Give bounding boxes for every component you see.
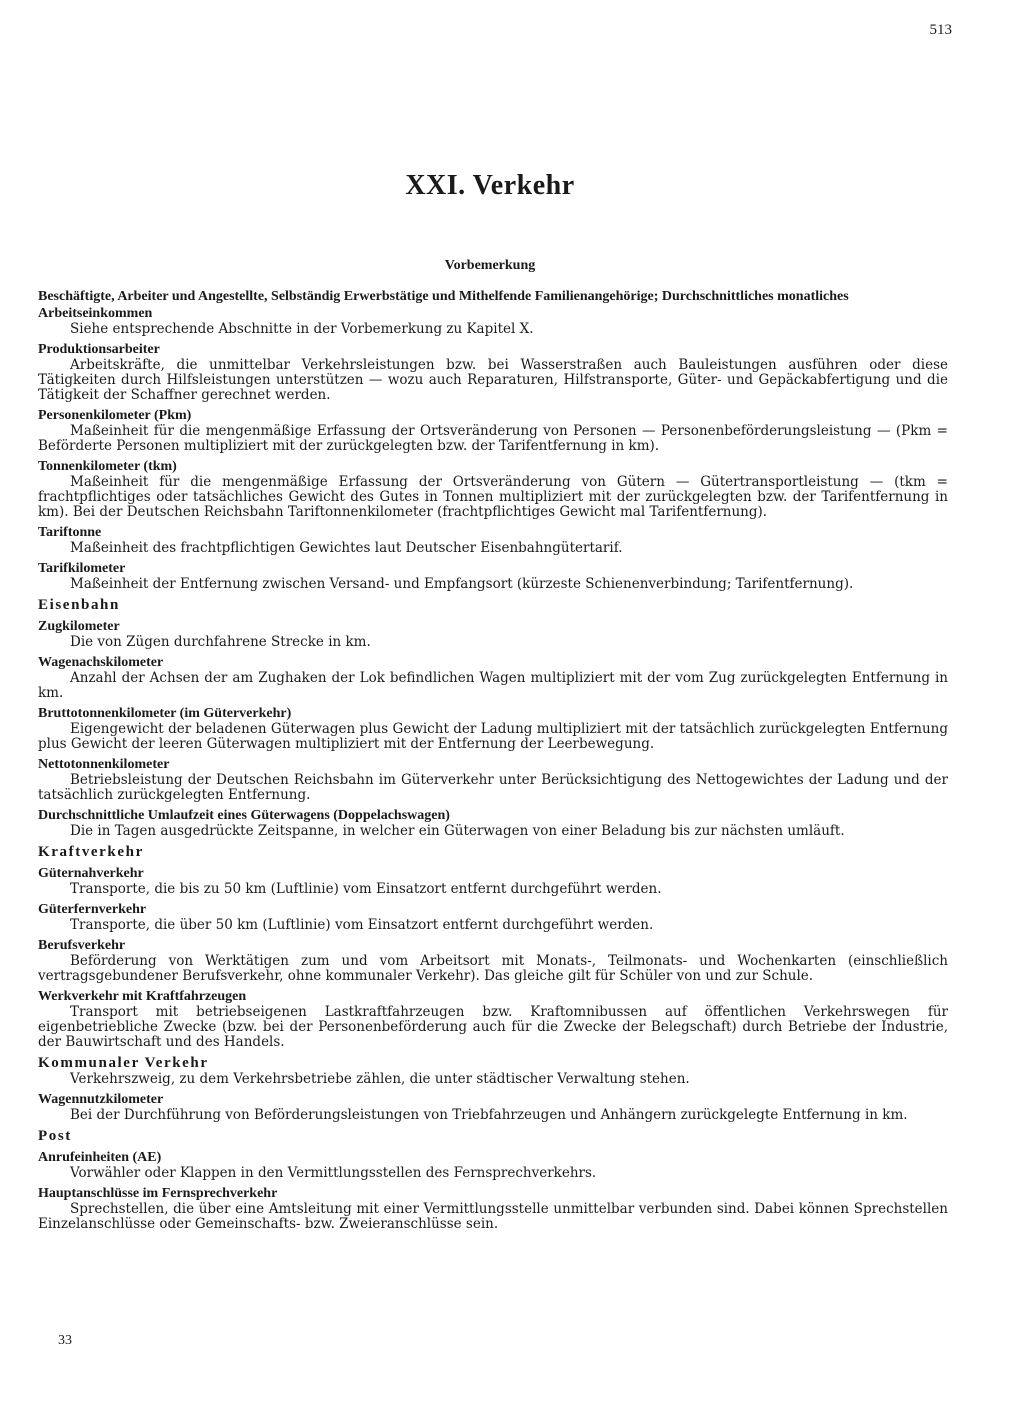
definition-term: Produktionsarbeiter [38, 342, 160, 357]
definition-entry [38, 705, 948, 752]
definition-entry [38, 524, 948, 556]
definition-term: Werkverkehr mit Kraftfahrzeugen [38, 989, 247, 1004]
definition-text: Eigengewicht der beladenen Güterwagen plus Gewicht der Ladung multipliziert mit der tatsächlich zurückgelegten Entfernung plus Gewicht der leeren Güterwagen multipliziert mit der Entfernung der Leerbewegung. [38, 721, 948, 752]
definition-entry [38, 937, 948, 984]
definitions-body [38, 284, 948, 1236]
definition-entry [38, 901, 948, 933]
definition-text: Beförderung von Werktätigen zum und vom Arbeitsort mit Monats-, Teilmonats- und Wochenkarten (einschließlich vertragsgebundener Berufsverkehr, ohne kommunaler Verkehr). Das gleiche gilt für Schüler von und zur Schule. [38, 953, 948, 984]
definition-term: Güterfernverkehr [38, 902, 147, 917]
definition-text: Transporte, die über 50 km (Luftlinie) vom Einsatzort entfernt durchgeführt werden. [70, 917, 654, 933]
definition-term: Personenkilometer (Pkm) [38, 408, 192, 423]
definition-entry [38, 407, 948, 454]
section-heading-kommunaler-verkehr: Kommunaler Verkehr [38, 1055, 209, 1071]
definition-entry [38, 288, 948, 337]
definition-text: Sprechstellen, die über eine Amtsleitung mit einer Vermittlungsstelle unmittelbar verbunden sind. Dabei können Sprechstellen Einzelanschlüsse oder Gemeinschafts- bzw. Zweieranschlüsse sein. [38, 1201, 948, 1232]
definition-entry [38, 1072, 948, 1087]
definition-term: Tariftonne [38, 525, 102, 540]
definition-term: Anrufeinheiten (AE) [38, 1150, 162, 1165]
definition-entry [38, 1091, 948, 1123]
definition-text: Betriebsleistung der Deutschen Reichsbahn im Güterverkehr unter Berücksichtigung des Nettogewichtes der Ladung und der tatsächlich zurückgelegten Entfernung. [38, 772, 948, 803]
definition-text: Bei der Durchführung von Beförderungsleistungen von Triebfahrzeugen und Anhängern zurückgelegte Entfernung in km. [70, 1107, 908, 1123]
definition-text: Transporte, die bis zu 50 km (Luftlinie) vom Einsatzort entfernt durchgeführt werden. [70, 881, 662, 897]
definition-entry [38, 1149, 948, 1181]
definition-text: Arbeitskräfte, die unmittelbar Verkehrsleistungen bzw. bei Wasserstraßen auch Bauleistungen ausführen oder diese Tätigkeiten durch Hilfsleistungen unterstützen — wozu auch Reparaturen, Hilfstransporte, Güter- und Gepäckabfertigung und die Tätigkeit der Schaffner gerechnet werden. [38, 357, 948, 403]
definition-text: Maßeinheit der Entfernung zwischen Versand- und Empfangsort (kürzeste Schienenverbindung; Tarifentfernung). [70, 576, 854, 592]
definition-term: Güternahverkehr [38, 866, 144, 881]
definition-text: Anzahl der Achsen der am Zughaken der Lok befindlichen Wagen multipliziert mit der vom Zug zurückgelegten Entfernung in km. [38, 670, 948, 701]
definition-entry [38, 341, 948, 403]
definition-text: Maßeinheit für die mengenmäßige Erfassung der Ortsveränderung von Personen — Personenbeförderungsleistung — (Pkm = Beförderte Personen multipliziert mit der zurückgelegten bzw. der Tarifentfernung in km). [38, 423, 948, 454]
definition-term: Bruttotonnenkilometer (im Güterverkehr) [38, 706, 292, 721]
definition-term: Wagennutzkilometer [38, 1092, 164, 1107]
definition-entry [38, 618, 948, 650]
definition-term: Beschäftigte, Arbeiter und Angestellte, Selbständig Erwerbstätige und Mithelfende Familienangehörige; Durchschnittliches monatliches Arbeitseinkommen [38, 289, 849, 321]
definition-term: Zugkilometer [38, 619, 120, 634]
definition-entry [38, 458, 948, 520]
definition-entry [38, 807, 948, 839]
definition-term: Hauptanschlüsse im Fernsprechverkehr [38, 1186, 278, 1201]
definition-text: Vorwähler oder Klappen in den Vermittlungsstellen des Fernsprechverkehrs. [70, 1165, 597, 1181]
page-number: 513 [929, 22, 952, 38]
definition-text: Maßeinheit des frachtpflichtigen Gewichtes laut Deutscher Eisenbahngütertarif. [70, 540, 623, 556]
definition-term: Nettotonnenkilometer [38, 757, 170, 772]
signature-mark: 33 [58, 1333, 72, 1348]
definition-term: Tarifkilometer [38, 561, 126, 576]
definition-entry [38, 865, 948, 897]
definition-term: Tonnenkilometer (tkm) [38, 459, 177, 474]
section-heading-eisenbahn: Eisenbahn [38, 597, 120, 613]
definition-entry [38, 560, 948, 592]
definition-entry [38, 988, 948, 1050]
section-heading-post: Post [38, 1128, 72, 1144]
definition-entry [38, 654, 948, 701]
definition-term: Wagenachskilometer [38, 655, 164, 670]
definition-text: Transport mit betriebseigenen Lastkraftfahrzeugen bzw. Kraftomnibussen auf öffentlichen Verkehrswegen für eigenbetriebliche Zwecke (bzw. bei der Personenbeförderung auch für die Zwecke der Belegschaft) durch Betriebe der Industrie, der Bauwirtschaft und des Handels. [38, 1004, 948, 1050]
definition-term: Durchschnittliche Umlaufzeit eines Güterwagens (Doppelachswagen) [38, 808, 450, 823]
definition-term: Berufsverkehr [38, 938, 126, 953]
definition-text: Die von Zügen durchfahrene Strecke in km. [70, 634, 371, 650]
chapter-title: XXI. Verkehr [405, 170, 575, 201]
definition-entry [38, 1185, 948, 1232]
definition-text: Maßeinheit für die mengenmäßige Erfassung der Ortsveränderung von Gütern — Gütertransportleistung — (tkm = frachtpflichtiges oder tatsächliches Gewicht des Gutes in Tonnen multipliziert mit der zurückgelegten bzw. der Tarifentfernung in km). Bei der Deutschen Reichsbahn Tariftonnenkilometer (frachtpflichtiges Gewicht mal Tarifentfernung). [38, 474, 948, 520]
definition-text: Siehe entsprechende Abschnitte in der Vorbemerkung zu Kapitel X. [70, 321, 534, 337]
definition-entry [38, 756, 948, 803]
section-subtitle: Vorbemerkung [444, 258, 536, 273]
section-heading-kraftverkehr: Kraftverkehr [38, 844, 144, 860]
definition-text: Verkehrszweig, zu dem Verkehrsbetriebe zählen, die unter städtischer Verwaltung stehen. [70, 1071, 690, 1087]
definition-text: Die in Tagen ausgedrückte Zeitspanne, in welcher ein Güterwagen von einer Beladung bis zur nächsten umläuft. [70, 823, 845, 839]
